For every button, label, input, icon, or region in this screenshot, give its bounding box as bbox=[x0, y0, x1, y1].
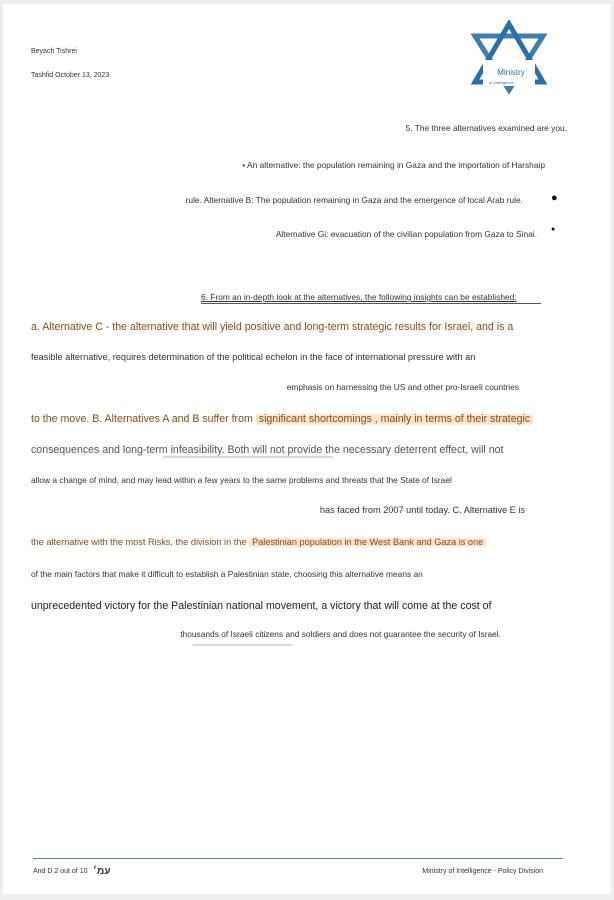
body-line-8 bbox=[31, 537, 486, 547]
ministry-logo bbox=[469, 20, 549, 94]
heading-underline bbox=[201, 303, 541, 304]
footer-division: Ministry of Intelligence - Policy Division bbox=[422, 868, 543, 875]
body-line-1: a. Alternative C - the alternative that will yield positive and long-term strategic results for Israel, and is a bbox=[31, 321, 514, 333]
document-page bbox=[3, 4, 611, 894]
scan-smudge bbox=[163, 456, 333, 458]
highlighted-phrase: significant shortcomings , mainly in terms of their strategic bbox=[256, 412, 533, 426]
logo-name: Ministry bbox=[497, 68, 525, 77]
body-line-3: emphasis on harnessing the US and other pro-Israeli countries bbox=[286, 382, 519, 392]
highlighted-phrase: Palestinian population in the West Bank and Gaza is one bbox=[249, 536, 486, 548]
footer-page-number: And D 2 out of 10 bbox=[33, 868, 88, 875]
body-line-4 bbox=[31, 413, 533, 425]
footer-rule bbox=[33, 858, 563, 859]
section6-heading: 6. From an in-depth look at the alternatives, the following insights can be established: bbox=[201, 292, 517, 302]
alternative-b: rule. Alternative B: The population remaining in Gaza and the emergence of local Arab rule. bbox=[185, 195, 523, 205]
header-date-hebrew: Beyach Tishrei bbox=[31, 48, 77, 55]
body-line-6: allow a change of mind, and may lead within a few years to the same problems and threats that the State of Israel bbox=[31, 475, 452, 485]
section5-heading: 5. The three alternatives examined are you. bbox=[405, 123, 567, 133]
alternative-a: • An alternative: the population remaining in Gaza and the importation of Harshaip bbox=[242, 160, 545, 170]
scan-smudge bbox=[193, 644, 293, 646]
body-line-2: feasible alternative, requires determination of the political echelon in the face of international pressure with an bbox=[31, 352, 476, 362]
alternative-c: Alternative Gi: evacuation of the civilian population from Gaza to Sinai. bbox=[275, 229, 537, 239]
body-line-8a: the alternative with the most Risks, the division in the bbox=[31, 537, 247, 547]
footer-hebrew-label: עמ׳ bbox=[93, 866, 111, 877]
logo-subtitle: of Intelligence bbox=[489, 80, 514, 85]
body-line-9: of the main factors that make it difficult to establish a Palestinian state, choosing this alternative means an bbox=[31, 569, 423, 579]
body-line-11: thousands of Israeli citizens and soldiers and does not guarantee the security of Israel. bbox=[180, 629, 501, 639]
body-line-5: consequences and long-term infeasibility. Both will not provide the necessary deterrent effect, will not bbox=[31, 444, 504, 456]
body-line-4a: to the move. B. Alternatives A and B suffer from bbox=[31, 413, 253, 425]
header-date-gregorian: Tashfid October 13, 2023 bbox=[31, 72, 110, 79]
bullet-icon: ● bbox=[551, 226, 556, 233]
bullet-icon: ● bbox=[551, 192, 558, 204]
body-line-7: has faced from 2007 until today. C. Alternative E is bbox=[319, 505, 525, 515]
body-line-10: unprecedented victory for the Palestinian national movement, a victory that will come at the cost of bbox=[31, 600, 492, 612]
